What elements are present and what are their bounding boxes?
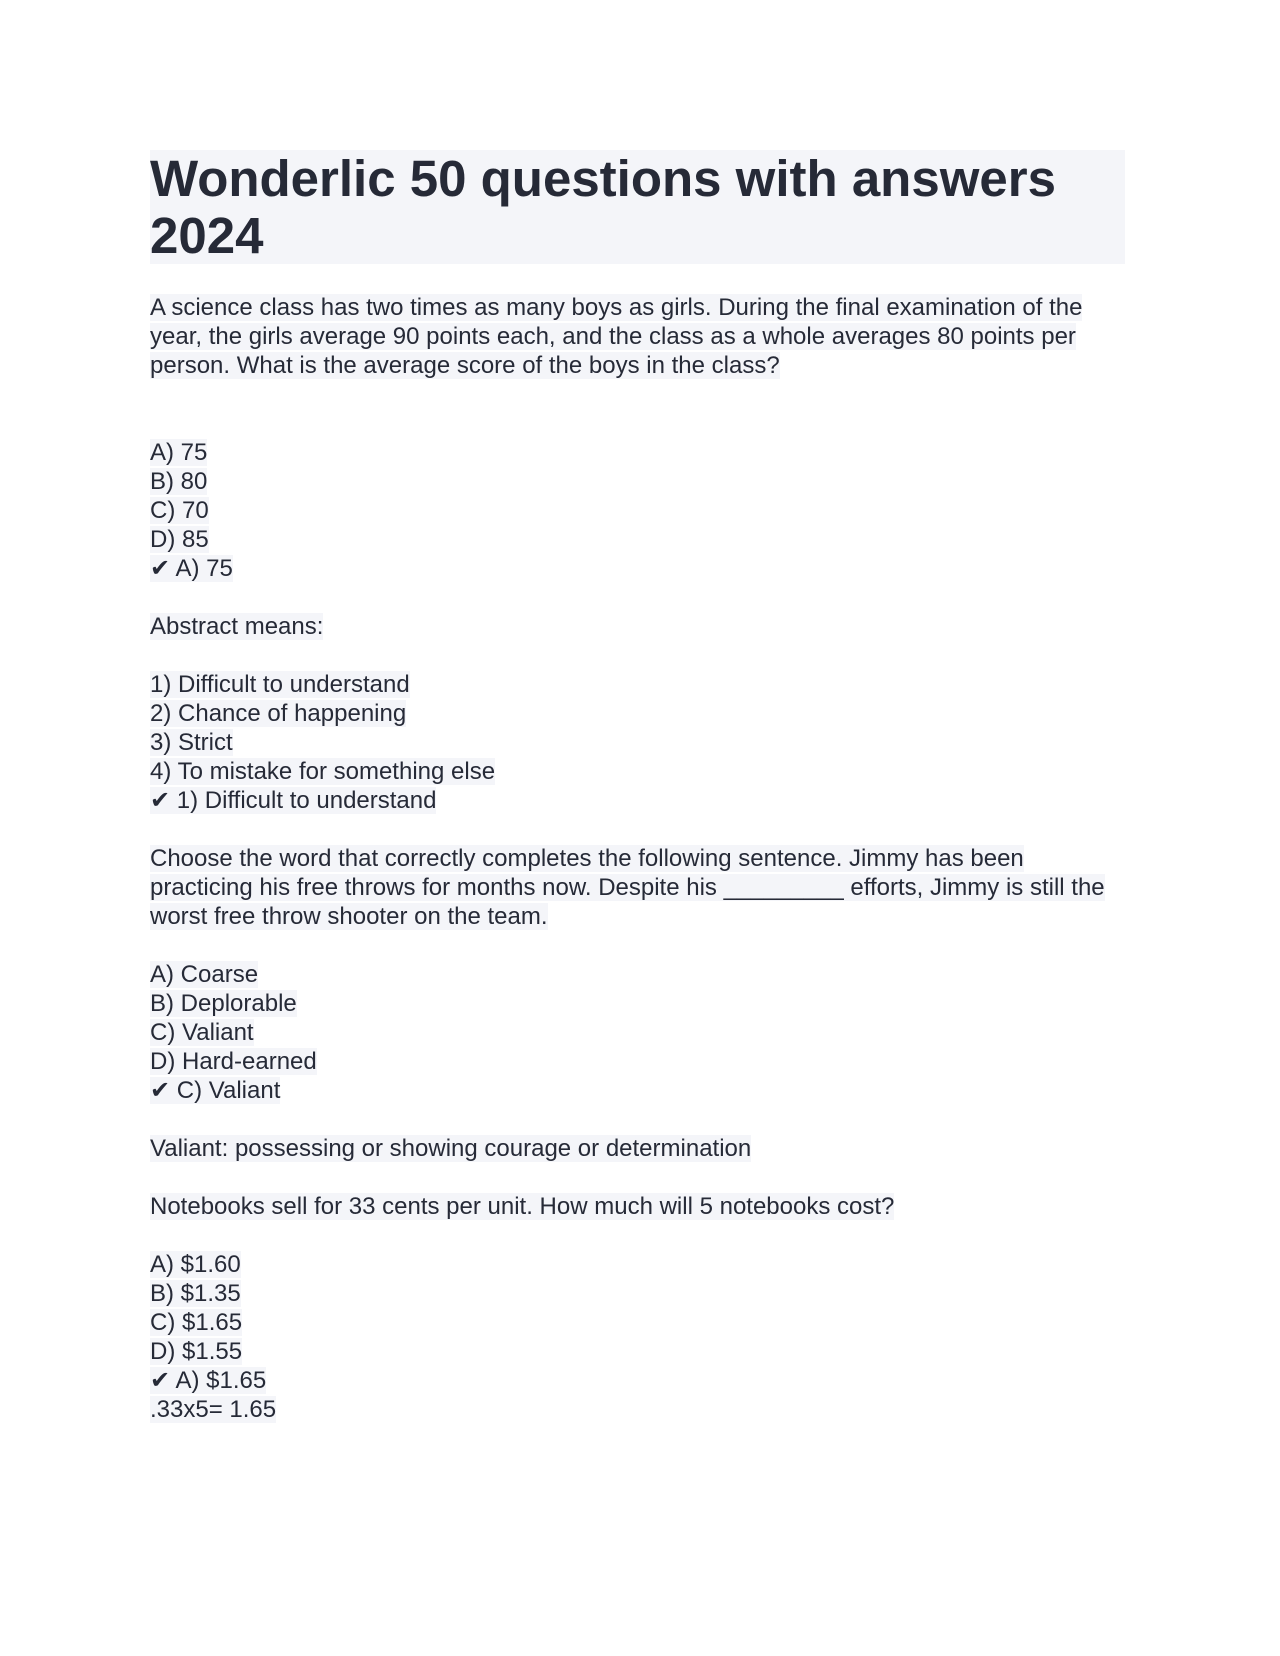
question-3-option-d: D) Hard-earned: [150, 1048, 317, 1075]
document-page: [150, 150, 1125, 1424]
question-1-option-c: C) 70: [150, 497, 209, 524]
question-3-option-a: A) Coarse: [150, 961, 259, 988]
question-4-option-b: B) $1.35: [150, 1280, 241, 1307]
question-3-option-c: C) Valiant: [150, 1019, 254, 1046]
question-3-option-b: B) Deplorable: [150, 990, 297, 1017]
question-4-option-d: D) $1.55: [150, 1338, 243, 1365]
question-2-text: Abstract means:: [150, 613, 324, 640]
question-4-text: Notebooks sell for 33 cents per unit. How much will 5 notebooks cost?: [150, 1193, 895, 1220]
question-3-text: Choose the word that correctly completes the following sentence. Jimmy has been practicing his free throws for months now. Despite his _________ efforts, Jimmy is still the worst free throw shooter on the team.: [150, 845, 1105, 930]
question-4-note: .33x5= 1.65: [150, 1396, 277, 1423]
question-3-note: Valiant: possessing or showing courage or determination: [150, 1135, 752, 1162]
question-2-option-3: 3) Strict: [150, 729, 233, 756]
question-2-option-2: 2) Chance of happening: [150, 700, 407, 727]
question-1-text: A science class has two times as many boys as girls. During the final examination of the year, the girls average 90 points each, and the class as a whole averages 80 points per person. What is the average score of the boys in the class?: [150, 294, 1083, 379]
question-4-answer: ✔ A) $1.65: [150, 1367, 267, 1394]
page-title: Wonderlic 50 questions with answers 2024: [150, 150, 1125, 264]
question-3-answer: ✔ C) Valiant: [150, 1077, 281, 1104]
question-1-option-a: A) 75: [150, 439, 208, 466]
question-2-option-1: 1) Difficult to understand: [150, 671, 410, 698]
question-1-answer: ✔ A) 75: [150, 555, 233, 582]
question-2-answer: ✔ 1) Difficult to understand: [150, 787, 437, 814]
question-1-option-b: B) 80: [150, 468, 208, 495]
question-2-option-4: 4) To mistake for something else: [150, 758, 496, 785]
question-4-option-c: C) $1.65: [150, 1309, 243, 1336]
question-4-option-a: A) $1.60: [150, 1251, 241, 1278]
question-1-option-d: D) 85: [150, 526, 209, 553]
